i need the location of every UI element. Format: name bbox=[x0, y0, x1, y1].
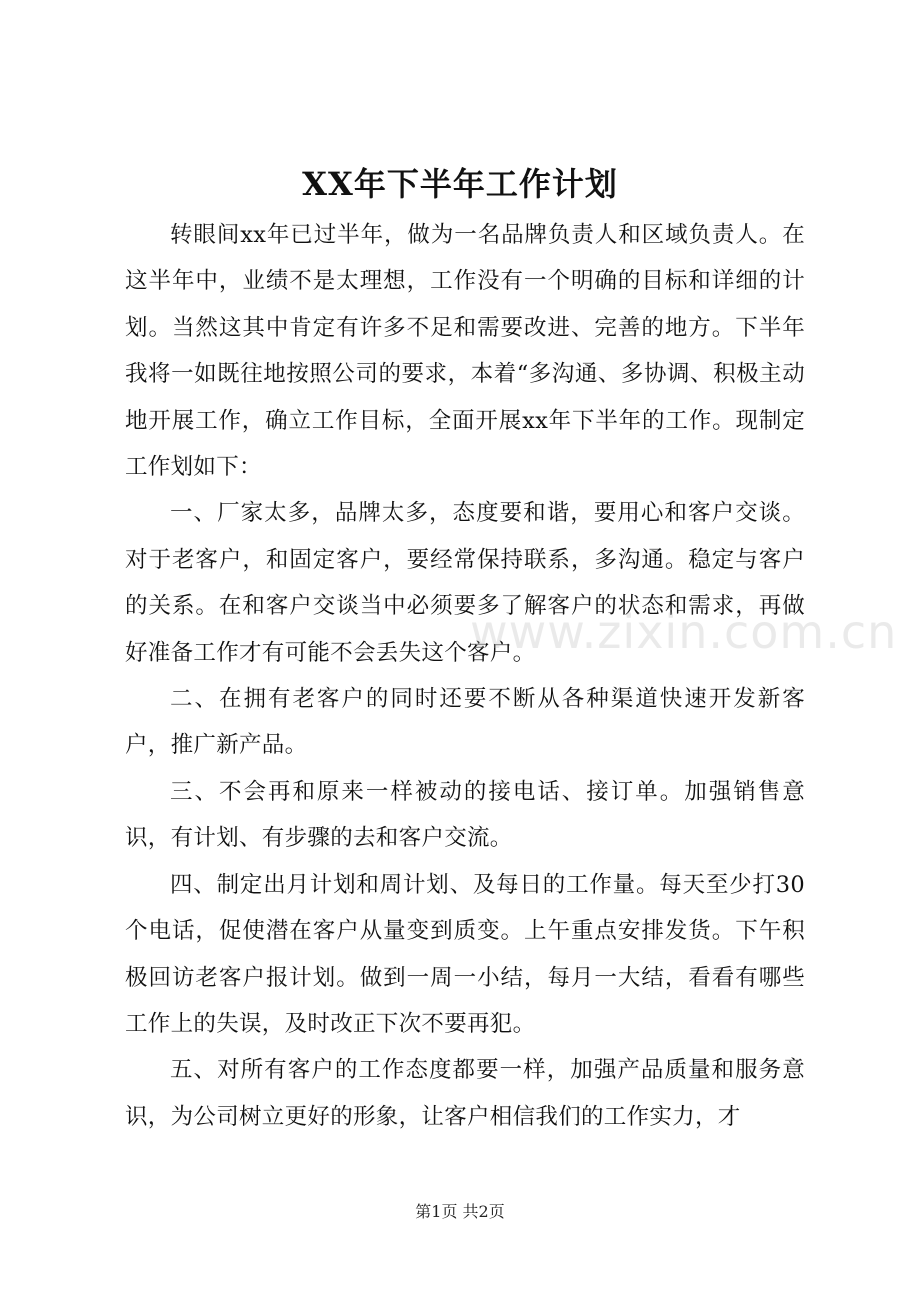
paragraph-item-2: 二、在拥有老客户的同时还要不断从各种渠道快速开发新客户，推广新产品。 bbox=[125, 686, 805, 759]
paragraph-item-5: 五、对所有客户的工作态度都要一样，加强产品质量和服务意识，为公司树立更好的形象，让客户相信我们的工作实力，才 bbox=[125, 1057, 805, 1130]
watermark: www.zixin.com.cn bbox=[470, 605, 898, 659]
paragraph-intro: 转眼间xx年已过半年，做为一名品牌负责人和区域负责人。在这半年中，业绩不是太理想，工作没有一个明确的目标和详细的计划。当然这其中肯定有许多不足和需要改进、完善的地方。下半年我将一如既往地按照公司的要求，本着“多沟通、多协调、积极主动地开展工作，确立工作目标，全面开展xx年下半年的工作。现制定工作划如下： bbox=[125, 222, 805, 481]
paragraph-item-4: 四、制定出月计划和周计划、及每日的工作量。每天至少打30个电话，促使潜在客户从量变到质变。上午重点安排发货。下午积极回访老客户报计划。做到一周一小结，每月一大结，看看有哪些工作上的失误，及时改正下次不要再犯。 bbox=[125, 871, 805, 1037]
paragraph-item-3: 三、不会再和原来一样被动的接电话、接订单。加强销售意识，有计划、有步骤的去和客户交流。 bbox=[125, 778, 805, 852]
document-body bbox=[125, 212, 805, 1140]
document-title: XX年下半年工作计划 bbox=[302, 165, 618, 203]
page-footer: 第1页 共2页 bbox=[415, 1202, 505, 1221]
paragraph-item-1: 一、厂家太多，品牌太多，态度要和谐，要用心和客户交谈。对于老客户，和固定客户，要经常保持联系，多沟通。稳定与客户的关系。在和客户交谈当中必须要多了解客户的状态和需求，再做好准备工作才有可能不会丢失这个客户。 bbox=[125, 500, 805, 666]
